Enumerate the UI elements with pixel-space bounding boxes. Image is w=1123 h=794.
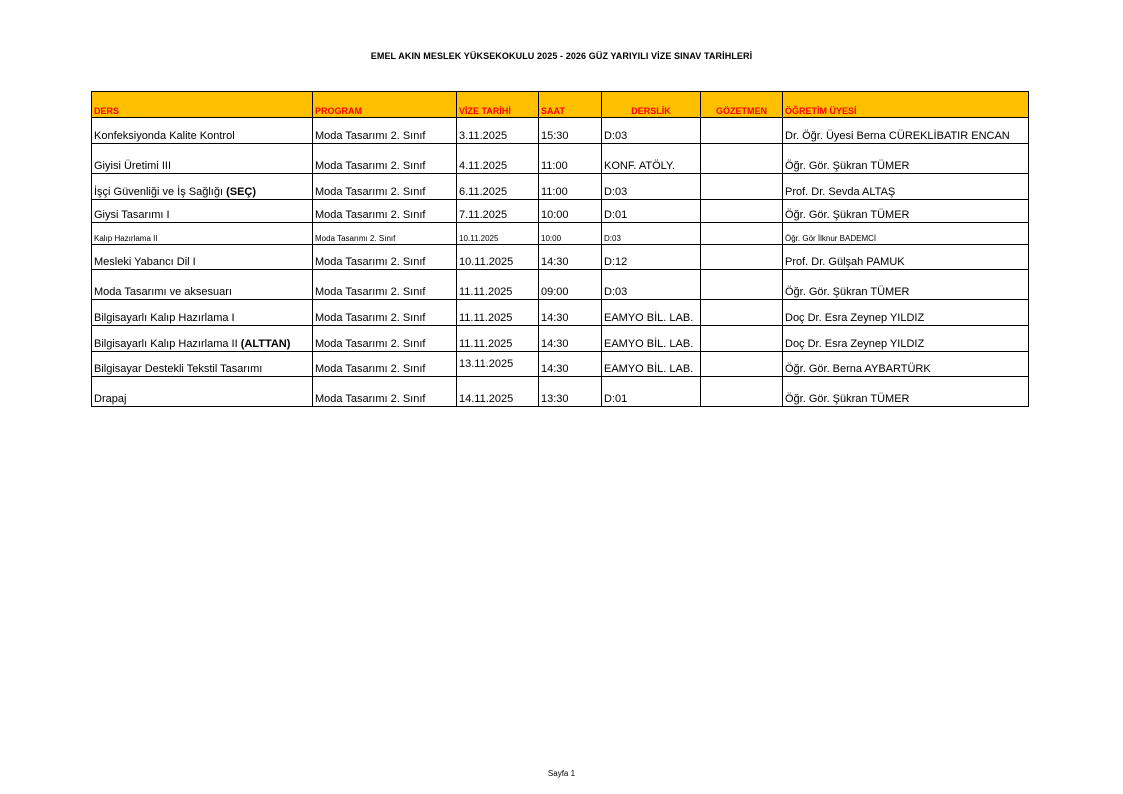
classroom: KONF. ATÖLY. bbox=[604, 160, 675, 172]
exam-time: 14:30 bbox=[541, 363, 569, 375]
classroom: D:03 bbox=[604, 186, 628, 198]
column-header-ogretim-uyesi: ÖĞRETİM ÜYESİ bbox=[783, 92, 1029, 118]
table-body bbox=[92, 118, 1029, 407]
course-name: Drapaj bbox=[94, 393, 127, 405]
exam-date-cell bbox=[457, 118, 539, 144]
column-header-derslik: DERSLİK bbox=[602, 92, 701, 118]
course-name: Giysi Tasarımı I bbox=[94, 209, 170, 221]
instructor: Öğr. Gör. Şükran TÜMER bbox=[785, 393, 910, 405]
program-name: Moda Tasarımı 2. Sınıf bbox=[315, 393, 426, 405]
instructor: Prof. Dr. Sevda ALTAŞ bbox=[785, 186, 896, 198]
instructor: Öğr. Gör. Şükran TÜMER bbox=[785, 286, 910, 298]
instructor: Öğr. Gör. Şükran TÜMER bbox=[785, 160, 910, 172]
classroom: EAMYO BİL. LAB. bbox=[604, 338, 694, 350]
course-name: Giyisi Üretimi III bbox=[94, 160, 171, 172]
column-header-gozetmen: GÖZETMEN bbox=[701, 92, 783, 118]
classroom-cell bbox=[602, 352, 701, 377]
exam-date-cell bbox=[457, 377, 539, 407]
proctor-cell bbox=[701, 174, 783, 200]
column-header-vize-tarihi: VİZE TARİHİ bbox=[457, 92, 539, 118]
column-header-ders: DERS bbox=[92, 92, 313, 118]
table-row bbox=[92, 377, 1029, 407]
instructor-cell bbox=[783, 326, 1029, 352]
classroom: D:12 bbox=[604, 256, 628, 268]
proctor-cell bbox=[701, 377, 783, 407]
column-header-saat: SAAT bbox=[539, 92, 602, 118]
classroom-cell bbox=[602, 144, 701, 174]
proctor-cell bbox=[701, 326, 783, 352]
proctor-cell bbox=[701, 352, 783, 377]
course-name: Mesleki Yabancı Dil I bbox=[94, 256, 196, 268]
course-name-cell bbox=[92, 326, 313, 352]
program-name-cell bbox=[313, 174, 457, 200]
classroom-cell bbox=[602, 245, 701, 270]
program-name: Moda Tasarımı 2. Sınıf bbox=[315, 363, 426, 375]
exam-time: 14:30 bbox=[541, 338, 569, 350]
exam-time: 14:30 bbox=[541, 256, 569, 268]
table-row bbox=[92, 174, 1029, 200]
course-name: Bilgisayarlı Kalıp Hazırlama I bbox=[94, 312, 235, 324]
instructor: Öğr. Gör. Berna AYBARTÜRK bbox=[785, 363, 931, 375]
course-tag: (ALTTAN) bbox=[240, 338, 291, 350]
exam-date-cell bbox=[457, 200, 539, 223]
table-row bbox=[92, 144, 1029, 174]
exam-date: 10.11.2025 bbox=[459, 234, 499, 243]
exam-time: 10:00 bbox=[541, 234, 562, 243]
exam-time-cell bbox=[539, 352, 602, 377]
exam-date: 11.11.2025 bbox=[459, 312, 513, 324]
exam-time-cell bbox=[539, 200, 602, 223]
classroom-cell bbox=[602, 223, 701, 245]
column-header-program: PROGRAM bbox=[313, 92, 457, 118]
program-name-cell bbox=[313, 245, 457, 270]
instructor-cell bbox=[783, 200, 1029, 223]
instructor-cell bbox=[783, 352, 1029, 377]
classroom: D:01 bbox=[604, 209, 628, 221]
course-name: Bilgisayar Destekli Tekstil Tasarımı bbox=[94, 363, 263, 375]
instructor: Doç Dr. Esra Zeynep YILDIZ bbox=[785, 338, 925, 350]
instructor: Prof. Dr. Gülşah PAMUK bbox=[785, 256, 905, 268]
classroom: EAMYO BİL. LAB. bbox=[604, 312, 694, 324]
table-row bbox=[92, 245, 1029, 270]
exam-time: 11:00 bbox=[541, 186, 568, 198]
exam-date-cell bbox=[457, 300, 539, 326]
instructor: Dr. Öğr. Üyesi Berna CÜREKLİBATIR ENCAN bbox=[785, 130, 1010, 142]
program-name-cell bbox=[313, 200, 457, 223]
exam-time: 13:30 bbox=[541, 393, 569, 405]
exam-time-cell bbox=[539, 174, 602, 200]
exam-time: 14:30 bbox=[541, 312, 569, 324]
table-row bbox=[92, 300, 1029, 326]
proctor-cell bbox=[701, 144, 783, 174]
program-name: Moda Tasarımı 2. Sınıf bbox=[315, 130, 426, 142]
classroom: D:01 bbox=[604, 393, 628, 405]
classroom: D:03 bbox=[604, 130, 628, 142]
exam-date-cell bbox=[457, 352, 539, 377]
program-name: Moda Tasarımı 2. Sınıf bbox=[315, 234, 396, 243]
exam-date: 10.11.2025 bbox=[459, 256, 514, 268]
exam-date-cell bbox=[457, 144, 539, 174]
instructor: Doç Dr. Esra Zeynep YILDIZ bbox=[785, 312, 925, 324]
table-row bbox=[92, 200, 1029, 223]
exam-date: 11.11.2025 bbox=[459, 286, 513, 298]
course-name: Moda Tasarımı ve aksesuarı bbox=[94, 286, 232, 298]
exam-time-cell bbox=[539, 300, 602, 326]
course-name-cell bbox=[92, 144, 313, 174]
exam-date: 7.11.2025 bbox=[459, 209, 508, 221]
exam-date: 11.11.2025 bbox=[459, 338, 513, 350]
instructor-cell bbox=[783, 300, 1029, 326]
program-name: Moda Tasarımı 2. Sınıf bbox=[315, 286, 426, 298]
exam-date: 6.11.2025 bbox=[459, 186, 508, 198]
table-row bbox=[92, 118, 1029, 144]
course-name-cell bbox=[92, 300, 313, 326]
course-name-cell bbox=[92, 352, 313, 377]
course-name-cell bbox=[92, 223, 313, 245]
course-name-cell bbox=[92, 200, 313, 223]
course-tag: (SEÇ) bbox=[226, 186, 257, 198]
program-name-cell bbox=[313, 118, 457, 144]
classroom-cell bbox=[602, 174, 701, 200]
program-name: Moda Tasarımı 2. Sınıf bbox=[315, 209, 426, 221]
instructor-cell bbox=[783, 245, 1029, 270]
instructor-cell bbox=[783, 223, 1029, 245]
exam-schedule-table bbox=[91, 91, 1029, 407]
classroom-cell bbox=[602, 377, 701, 407]
document-title: EMEL AKIN MESLEK YÜKSEKOKULU 2025 - 2026 GÜZ YARIYILI VİZE SINAV TARİHLERİ bbox=[370, 51, 753, 61]
exam-time: 11:00 bbox=[541, 160, 568, 172]
exam-date: 3.11.2025 bbox=[459, 130, 508, 142]
course-name: Bilgisayarlı Kalıp Hazırlama II bbox=[94, 338, 238, 350]
exam-time-cell bbox=[539, 270, 602, 300]
program-name: Moda Tasarımı 2. Sınıf bbox=[315, 312, 426, 324]
classroom: EAMYO BİL. LAB. bbox=[604, 363, 694, 375]
table-row bbox=[92, 223, 1029, 245]
proctor-cell bbox=[701, 223, 783, 245]
program-name-cell bbox=[313, 144, 457, 174]
program-name-cell bbox=[313, 300, 457, 326]
proctor-cell bbox=[701, 245, 783, 270]
program-name: Moda Tasarımı 2. Sınıf bbox=[315, 338, 426, 350]
table-row bbox=[92, 270, 1029, 300]
exam-date: 14.11.2025 bbox=[459, 393, 514, 405]
program-name: Moda Tasarımı 2. Sınıf bbox=[315, 186, 426, 198]
proctor-cell bbox=[701, 300, 783, 326]
classroom: D:03 bbox=[604, 286, 628, 298]
program-name-cell bbox=[313, 326, 457, 352]
exam-time: 15:30 bbox=[541, 130, 569, 142]
exam-time-cell bbox=[539, 326, 602, 352]
classroom-cell bbox=[602, 300, 701, 326]
table-header-row bbox=[92, 92, 1029, 118]
page-number: Sayfa 1 bbox=[547, 769, 576, 778]
course-name-cell bbox=[92, 377, 313, 407]
classroom: D:03 bbox=[604, 234, 621, 243]
proctor-cell bbox=[701, 200, 783, 223]
table-row bbox=[92, 352, 1029, 377]
program-name-cell bbox=[313, 352, 457, 377]
program-name-cell bbox=[313, 270, 457, 300]
program-name-cell bbox=[313, 377, 457, 407]
exam-time-cell bbox=[539, 223, 602, 245]
instructor: Öğr. Gör İlknur BADEMCİ bbox=[785, 234, 877, 243]
course-name-cell bbox=[92, 270, 313, 300]
program-name: Moda Tasarımı 2. Sınıf bbox=[315, 160, 426, 172]
exam-date-cell bbox=[457, 326, 539, 352]
instructor-cell bbox=[783, 377, 1029, 407]
course-name-cell bbox=[92, 245, 313, 270]
course-name-cell bbox=[92, 118, 313, 144]
instructor-cell bbox=[783, 144, 1029, 174]
course-name: İşçi Güvenliği ve İş Sağlığı bbox=[94, 186, 224, 198]
exam-date-cell bbox=[457, 270, 539, 300]
instructor-cell bbox=[783, 174, 1029, 200]
exam-date: 4.11.2025 bbox=[459, 160, 508, 172]
exam-time-cell bbox=[539, 245, 602, 270]
instructor-cell bbox=[783, 118, 1029, 144]
exam-time: 09:00 bbox=[541, 286, 569, 298]
exam-date-cell bbox=[457, 245, 539, 270]
program-name: Moda Tasarımı 2. Sınıf bbox=[315, 256, 426, 268]
classroom-cell bbox=[602, 200, 701, 223]
classroom-cell bbox=[602, 326, 701, 352]
proctor-cell bbox=[701, 118, 783, 144]
exam-time-cell bbox=[539, 144, 602, 174]
course-name: Kalıp Hazırlama II bbox=[94, 234, 158, 243]
exam-time-cell bbox=[539, 118, 602, 144]
exam-time: 10:00 bbox=[541, 209, 569, 221]
instructor-cell bbox=[783, 270, 1029, 300]
classroom-cell bbox=[602, 118, 701, 144]
exam-time-cell bbox=[539, 377, 602, 407]
proctor-cell bbox=[701, 270, 783, 300]
table-row bbox=[92, 326, 1029, 352]
exam-date-cell bbox=[457, 174, 539, 200]
program-name-cell bbox=[313, 223, 457, 245]
instructor: Öğr. Gör. Şükran TÜMER bbox=[785, 209, 910, 221]
course-name: Konfeksiyonda Kalite Kontrol bbox=[94, 130, 235, 142]
course-name-cell bbox=[92, 174, 313, 200]
classroom-cell bbox=[602, 270, 701, 300]
exam-date-cell bbox=[457, 223, 539, 245]
exam-date: 13.11.2025 bbox=[459, 357, 514, 370]
